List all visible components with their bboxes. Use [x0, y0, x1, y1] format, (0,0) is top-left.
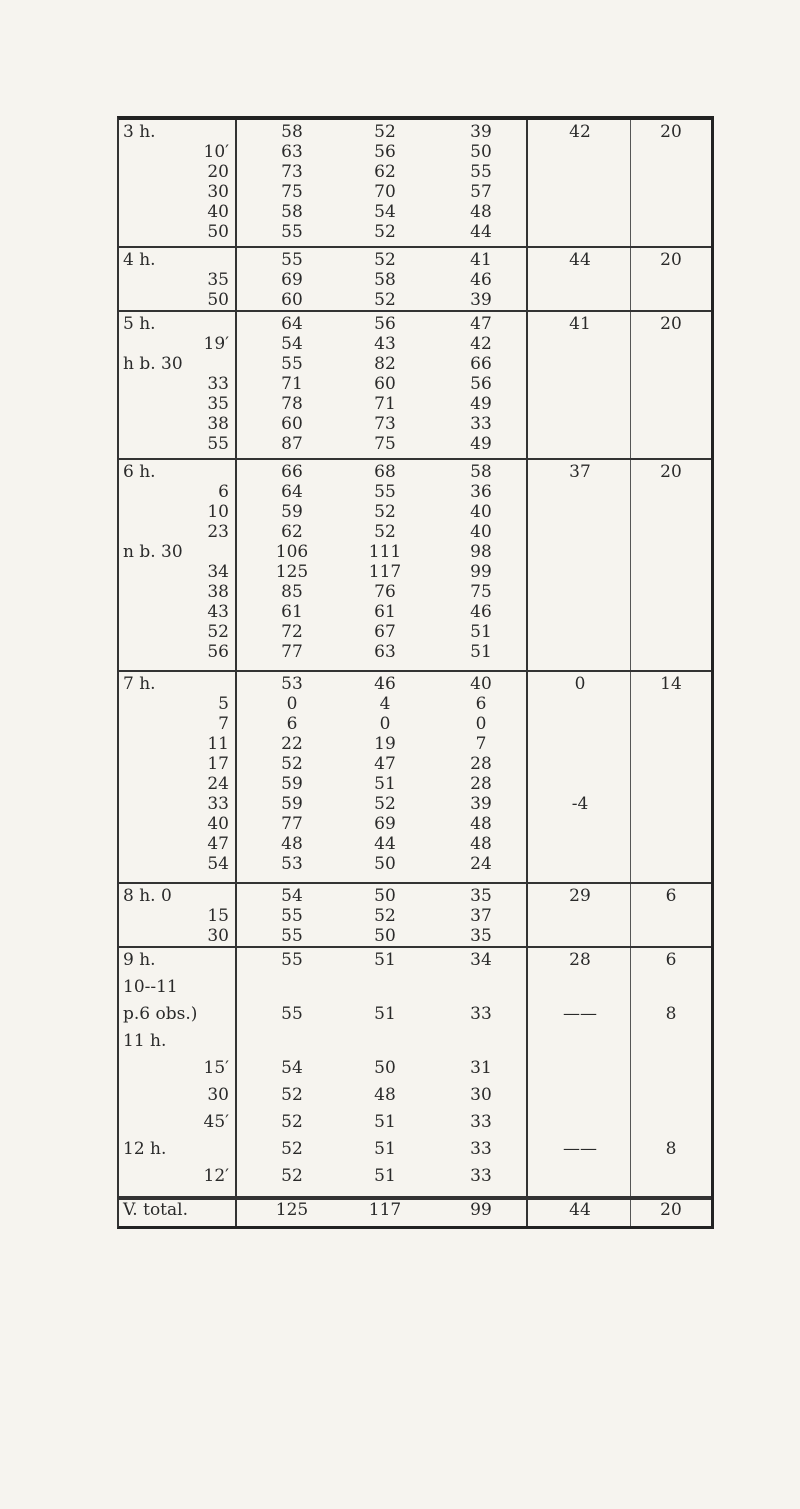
- value-cell: 54: [281, 886, 303, 906]
- value-cell: 31: [470, 1058, 492, 1078]
- value-cell: [257, 977, 327, 998]
- summary-cell: 6: [665, 886, 677, 906]
- value-cell: [355, 1031, 415, 1052]
- value-cell: 63: [374, 642, 396, 662]
- summary-cell: ——: [563, 1139, 597, 1159]
- time-cell: 23: [207, 522, 229, 542]
- value-cell: 69: [374, 814, 396, 834]
- summary-cell: 20: [660, 250, 682, 270]
- table-row: [119, 926, 711, 946]
- table-row: [119, 142, 711, 162]
- value-cell: 54: [374, 202, 396, 222]
- time-cell: p.6 obs.): [123, 1004, 198, 1024]
- value-cell: 43: [374, 334, 396, 354]
- table-row: [119, 886, 711, 906]
- observation-table: [117, 116, 714, 1229]
- value-cell: 55: [281, 926, 303, 946]
- value-cell: 54: [281, 334, 303, 354]
- value-cell: 52: [281, 1139, 303, 1159]
- time-cell: 30: [207, 182, 229, 202]
- value-cell: 55: [281, 222, 303, 242]
- time-cell: 7: [218, 714, 229, 734]
- time-cell: 5 h.: [123, 314, 156, 334]
- value-cell: 4: [379, 694, 391, 714]
- time-cell: 3 h.: [123, 122, 156, 142]
- table-row: [119, 734, 711, 754]
- table-row: [119, 314, 711, 334]
- table-row: [119, 854, 711, 874]
- value-cell: 57: [470, 182, 492, 202]
- value-cell: 6: [286, 714, 298, 734]
- time-cell: 4 h.: [123, 250, 156, 270]
- value-cell: 51: [374, 1139, 396, 1159]
- value-cell: 37: [470, 906, 492, 926]
- value-cell: 33: [470, 414, 492, 434]
- time-cell: 38: [207, 582, 229, 602]
- value-cell: 51: [470, 642, 492, 662]
- time-cell: 17: [207, 754, 229, 774]
- table-row: [119, 202, 711, 222]
- value-cell: 58: [374, 270, 396, 290]
- table-row: [119, 270, 711, 290]
- value-cell: 71: [281, 374, 303, 394]
- value-cell: 48: [470, 814, 492, 834]
- total-value: 117: [368, 1200, 402, 1220]
- hour-group: [119, 672, 711, 884]
- time-cell: 8 h. 0: [123, 886, 172, 906]
- table-row: [119, 1031, 711, 1058]
- value-cell: 76: [374, 582, 396, 602]
- time-cell: 50: [207, 290, 229, 310]
- value-cell: 60: [281, 290, 303, 310]
- time-cell: 6: [218, 482, 229, 502]
- value-cell: 24: [470, 854, 492, 874]
- time-cell: 38: [207, 414, 229, 434]
- table-row: [119, 794, 711, 814]
- value-cell: 28: [470, 774, 492, 794]
- value-cell: 51: [374, 1112, 396, 1132]
- value-cell: 55: [374, 482, 396, 502]
- table-row: [119, 522, 711, 542]
- summary-cell: ——: [563, 1004, 597, 1024]
- hour-group: [119, 948, 711, 1198]
- value-cell: [257, 1031, 327, 1052]
- table-row: [119, 374, 711, 394]
- table-row: [119, 182, 711, 202]
- value-cell: 49: [470, 434, 492, 454]
- value-cell: 60: [374, 374, 396, 394]
- table-row: [119, 334, 711, 354]
- value-cell: 52: [281, 1085, 303, 1105]
- time-cell: 35: [207, 394, 229, 414]
- value-cell: 59: [281, 502, 303, 522]
- value-cell: 62: [374, 162, 396, 182]
- value-cell: 7: [475, 734, 487, 754]
- value-cell: 53: [281, 674, 303, 694]
- value-cell: 55: [281, 1004, 303, 1024]
- value-cell: 22: [281, 734, 303, 754]
- value-cell: 33: [470, 1004, 492, 1024]
- value-cell: 98: [470, 542, 492, 562]
- hour-group: [119, 884, 711, 948]
- time-cell: 10: [207, 502, 229, 522]
- value-cell: [449, 977, 513, 998]
- total-row: [119, 1198, 711, 1226]
- value-cell: 40: [470, 502, 492, 522]
- summary-cell: 8: [665, 1139, 677, 1159]
- table-row: [119, 394, 711, 414]
- value-cell: 71: [374, 394, 396, 414]
- time-cell: 20: [207, 162, 229, 182]
- summary-cell: 28: [569, 950, 591, 970]
- value-cell: 33: [470, 1112, 492, 1132]
- value-cell: 59: [281, 774, 303, 794]
- summary-cell: 41: [569, 314, 591, 334]
- value-cell: 51: [374, 1166, 396, 1186]
- value-cell: 87: [281, 434, 303, 454]
- table-row: [119, 502, 711, 522]
- time-cell: 40: [207, 814, 229, 834]
- value-cell: [355, 977, 415, 998]
- value-cell: 58: [281, 202, 303, 222]
- value-cell: 75: [281, 182, 303, 202]
- value-cell: 85: [281, 582, 303, 602]
- time-cell: 35: [207, 270, 229, 290]
- value-cell: 44: [374, 834, 396, 854]
- value-cell: 69: [281, 270, 303, 290]
- value-cell: 52: [374, 222, 396, 242]
- value-cell: 66: [281, 462, 303, 482]
- table-row: [119, 562, 711, 582]
- table-row: [119, 542, 711, 562]
- value-cell: 35: [470, 926, 492, 946]
- table-row: [119, 122, 711, 142]
- value-cell: 0: [475, 714, 487, 734]
- table-row: [119, 602, 711, 622]
- value-cell: 52: [374, 522, 396, 542]
- hour-group: [119, 460, 711, 672]
- value-cell: 52: [374, 290, 396, 310]
- time-cell: 15′: [203, 1058, 229, 1078]
- table-row: [119, 1058, 711, 1085]
- table-row: [119, 1085, 711, 1112]
- time-cell: 7 h.: [123, 674, 156, 694]
- value-cell: 61: [281, 602, 303, 622]
- time-cell: 52: [207, 622, 229, 642]
- value-cell: 73: [281, 162, 303, 182]
- value-cell: 50: [374, 886, 396, 906]
- time-cell: 11: [207, 734, 229, 754]
- total-value: 99: [470, 1200, 492, 1220]
- table-row: [119, 1004, 711, 1031]
- time-cell: 24: [207, 774, 229, 794]
- value-cell: 47: [374, 754, 396, 774]
- value-cell: 48: [470, 202, 492, 222]
- value-cell: 52: [374, 122, 396, 142]
- time-cell: 5: [218, 694, 229, 714]
- table-row: [119, 1139, 711, 1166]
- value-cell: 49: [470, 394, 492, 414]
- value-cell: 66: [470, 354, 492, 374]
- value-cell: 60: [281, 414, 303, 434]
- table-row: [119, 754, 711, 774]
- time-cell: 54: [207, 854, 229, 874]
- summary-cell: 8: [665, 1004, 677, 1024]
- value-cell: 19: [374, 734, 396, 754]
- time-cell: 10′: [203, 142, 229, 162]
- value-cell: 59: [281, 794, 303, 814]
- table-row: [119, 834, 711, 854]
- value-cell: 56: [374, 314, 396, 334]
- value-cell: 30: [470, 1085, 492, 1105]
- time-cell: 55: [207, 434, 229, 454]
- value-cell: 50: [374, 926, 396, 946]
- value-cell: 33: [470, 1139, 492, 1159]
- table-row: [119, 622, 711, 642]
- value-cell: 55: [281, 950, 303, 970]
- value-cell: 106: [275, 542, 309, 562]
- value-cell: 36: [470, 482, 492, 502]
- total-value: 44: [569, 1200, 591, 1220]
- value-cell: 117: [368, 562, 402, 582]
- table-row: [119, 674, 711, 694]
- value-cell: 48: [374, 1085, 396, 1105]
- value-cell: 51: [470, 622, 492, 642]
- time-cell: 43: [207, 602, 229, 622]
- value-cell: 46: [470, 602, 492, 622]
- summary-cell: 6: [665, 950, 677, 970]
- value-cell: 39: [470, 290, 492, 310]
- value-cell: 41: [470, 250, 492, 270]
- value-cell: 50: [374, 854, 396, 874]
- value-cell: [449, 1031, 513, 1052]
- value-cell: 73: [374, 414, 396, 434]
- value-cell: 50: [374, 1058, 396, 1078]
- value-cell: 52: [281, 1166, 303, 1186]
- value-cell: 46: [374, 674, 396, 694]
- value-cell: 58: [470, 462, 492, 482]
- time-cell: 30: [207, 926, 229, 946]
- value-cell: 39: [470, 122, 492, 142]
- summary-cell: 29: [569, 886, 591, 906]
- time-cell: 19′: [203, 334, 229, 354]
- table-row: [119, 950, 711, 977]
- table-row: [119, 906, 711, 926]
- value-cell: 48: [470, 834, 492, 854]
- time-cell: 33: [207, 374, 229, 394]
- value-cell: 0: [286, 694, 298, 714]
- value-cell: 111: [368, 542, 402, 562]
- summary-cell: 37: [569, 462, 591, 482]
- value-cell: 61: [374, 602, 396, 622]
- value-cell: 55: [281, 906, 303, 926]
- time-cell: 30: [207, 1085, 229, 1105]
- value-cell: 51: [374, 1004, 396, 1024]
- value-cell: 55: [281, 354, 303, 374]
- table-row: [119, 462, 711, 482]
- table-row: [119, 290, 711, 310]
- value-cell: 0: [379, 714, 391, 734]
- summary-cell: 20: [660, 122, 682, 142]
- summary-cell: 44: [569, 250, 591, 270]
- value-cell: 54: [281, 1058, 303, 1078]
- value-cell: 63: [281, 142, 303, 162]
- table-row: [119, 354, 711, 374]
- value-cell: 52: [374, 502, 396, 522]
- value-cell: 125: [275, 562, 309, 582]
- table-row: [119, 482, 711, 502]
- table-row: [119, 814, 711, 834]
- time-cell: n b. 30: [123, 542, 183, 562]
- value-cell: 62: [281, 522, 303, 542]
- value-cell: 77: [281, 814, 303, 834]
- value-cell: 75: [374, 434, 396, 454]
- value-cell: 47: [470, 314, 492, 334]
- table-row: [119, 434, 711, 454]
- time-cell: 10--11: [123, 977, 178, 997]
- total-label: V. total.: [123, 1200, 188, 1220]
- time-cell: 9 h.: [123, 950, 156, 970]
- value-cell: 51: [374, 774, 396, 794]
- value-cell: 52: [374, 906, 396, 926]
- value-cell: 39: [470, 794, 492, 814]
- summary-cell: 14: [660, 674, 682, 694]
- time-cell: 12′: [203, 1166, 229, 1186]
- summary-cell: 0: [574, 674, 586, 694]
- value-cell: 52: [281, 1112, 303, 1132]
- time-cell: 45′: [203, 1112, 229, 1132]
- total-value: 125: [275, 1200, 309, 1220]
- value-cell: 28: [470, 754, 492, 774]
- time-cell: h b. 30: [123, 354, 183, 374]
- time-cell: 11 h.: [123, 1031, 167, 1051]
- value-cell: 53: [281, 854, 303, 874]
- hour-group: [119, 120, 711, 248]
- summary-cell: -4: [571, 794, 589, 814]
- time-cell: 6 h.: [123, 462, 156, 482]
- value-cell: 56: [470, 374, 492, 394]
- table-row: [119, 977, 711, 1004]
- value-cell: 67: [374, 622, 396, 642]
- value-cell: 34: [470, 950, 492, 970]
- value-cell: 48: [281, 834, 303, 854]
- value-cell: 33: [470, 1166, 492, 1186]
- value-cell: 52: [374, 794, 396, 814]
- time-cell: 50: [207, 222, 229, 242]
- hour-group: [119, 248, 711, 312]
- table-row: [119, 1166, 711, 1193]
- value-cell: 52: [281, 754, 303, 774]
- value-cell: 82: [374, 354, 396, 374]
- time-cell: 56: [207, 642, 229, 662]
- time-cell: 47: [207, 834, 229, 854]
- time-cell: 12 h.: [123, 1139, 167, 1159]
- value-cell: 52: [374, 250, 396, 270]
- value-cell: 75: [470, 582, 492, 602]
- summary-cell: 20: [660, 314, 682, 334]
- value-cell: 77: [281, 642, 303, 662]
- value-cell: 55: [470, 162, 492, 182]
- value-cell: 72: [281, 622, 303, 642]
- value-cell: 51: [374, 950, 396, 970]
- table-row: [119, 714, 711, 734]
- value-cell: 42: [470, 334, 492, 354]
- table-row: [119, 642, 711, 662]
- value-cell: 58: [281, 122, 303, 142]
- value-cell: 78: [281, 394, 303, 414]
- value-cell: 40: [470, 674, 492, 694]
- value-cell: 6: [475, 694, 487, 714]
- hour-group: [119, 312, 711, 460]
- time-cell: 40: [207, 202, 229, 222]
- value-cell: 46: [470, 270, 492, 290]
- value-cell: 35: [470, 886, 492, 906]
- value-cell: 55: [281, 250, 303, 270]
- summary-cell: 20: [660, 462, 682, 482]
- time-cell: 15: [207, 906, 229, 926]
- value-cell: 64: [281, 482, 303, 502]
- table-row: [119, 694, 711, 714]
- value-cell: 99: [470, 562, 492, 582]
- time-cell: 33: [207, 794, 229, 814]
- table-row: [119, 162, 711, 182]
- value-cell: 64: [281, 314, 303, 334]
- table-row: [119, 250, 711, 270]
- summary-cell: 42: [569, 122, 591, 142]
- total-value: 20: [660, 1200, 682, 1220]
- table-row: [119, 414, 711, 434]
- value-cell: 56: [374, 142, 396, 162]
- value-cell: 68: [374, 462, 396, 482]
- table-row: [119, 1112, 711, 1139]
- value-cell: 50: [470, 142, 492, 162]
- table-row: [119, 1200, 711, 1224]
- value-cell: 70: [374, 182, 396, 202]
- value-cell: 40: [470, 522, 492, 542]
- value-cell: 44: [470, 222, 492, 242]
- table-row: [119, 582, 711, 602]
- table-row: [119, 774, 711, 794]
- table-row: [119, 222, 711, 242]
- time-cell: 34: [207, 562, 229, 582]
